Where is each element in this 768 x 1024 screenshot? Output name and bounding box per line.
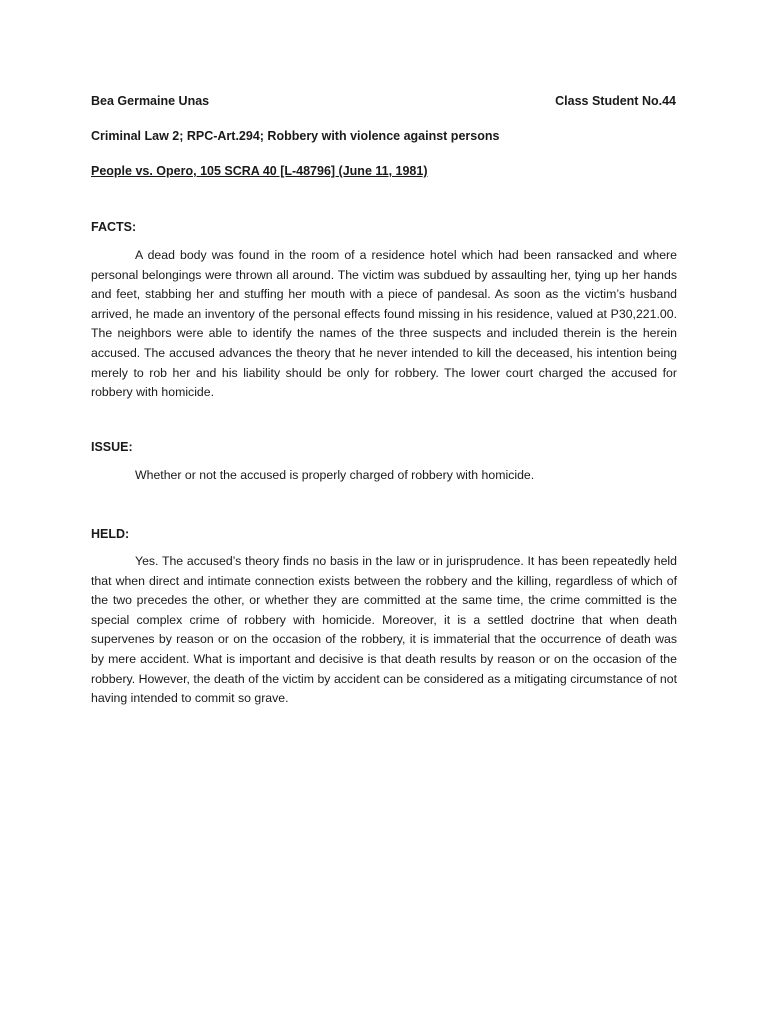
held-paragraph: Yes. The accused’s theory finds no basis in the law or in jurisprudence. It has been repeatedly held that when direct and intimate connection exists between the robbery and the killing, regardless of which of the two precedes the other, or whether they are committed at the same time, the crime committed is the special complex crime of robbery with homicide. Moreover, it is a settled doctrine that when death supervenes by reason or on the occasion of the robbery, it is immaterial that the occurrence of death was by mere accident. What is important and decisive is that death results by reason or on the occasion of the robbery. However, the death of the victim by accident can be considered as a mitigating circumstance of not having intended to commit so grave. <box>91 554 677 706</box>
issue-heading: ISSUE: <box>91 440 133 454</box>
author-name: Bea Germaine Unas <box>91 94 210 108</box>
class-student-number: Class Student No.44 <box>555 94 676 108</box>
case-title: People vs. Opero, 105 SCRA 40 [L-48796] (June 11, 1981) <box>91 164 428 178</box>
document-header <box>91 94 676 108</box>
subject-line: Criminal Law 2; RPC-Art.294; Robbery with violence against persons <box>91 129 500 143</box>
issue-paragraph: Whether or not the accused is properly charged of robbery with homicide. <box>135 468 535 482</box>
facts-paragraph: A dead body was found in the room of a residence hotel which had been ransacked and where personal belongings were thrown all around. The victim was subdued by assaulting her, tying up her hands and feet, stabbing her and stuffing her mouth with a piece of pandesal. As soon as the victim’s husband arrived, he made an inventory of the personal effects found missing in his residence, valued at P30,221.00. The neighbors were able to identify the names of the three suspects and included therein is the herein accused. The accused advances the theory that he never intended to kill the deceased, his intention being merely to rob her and his liability should be only for robbery. The lower court charged the accused for robbery with homicide. <box>91 248 677 400</box>
facts-heading: FACTS: <box>91 220 137 234</box>
held-heading: HELD: <box>91 527 130 541</box>
